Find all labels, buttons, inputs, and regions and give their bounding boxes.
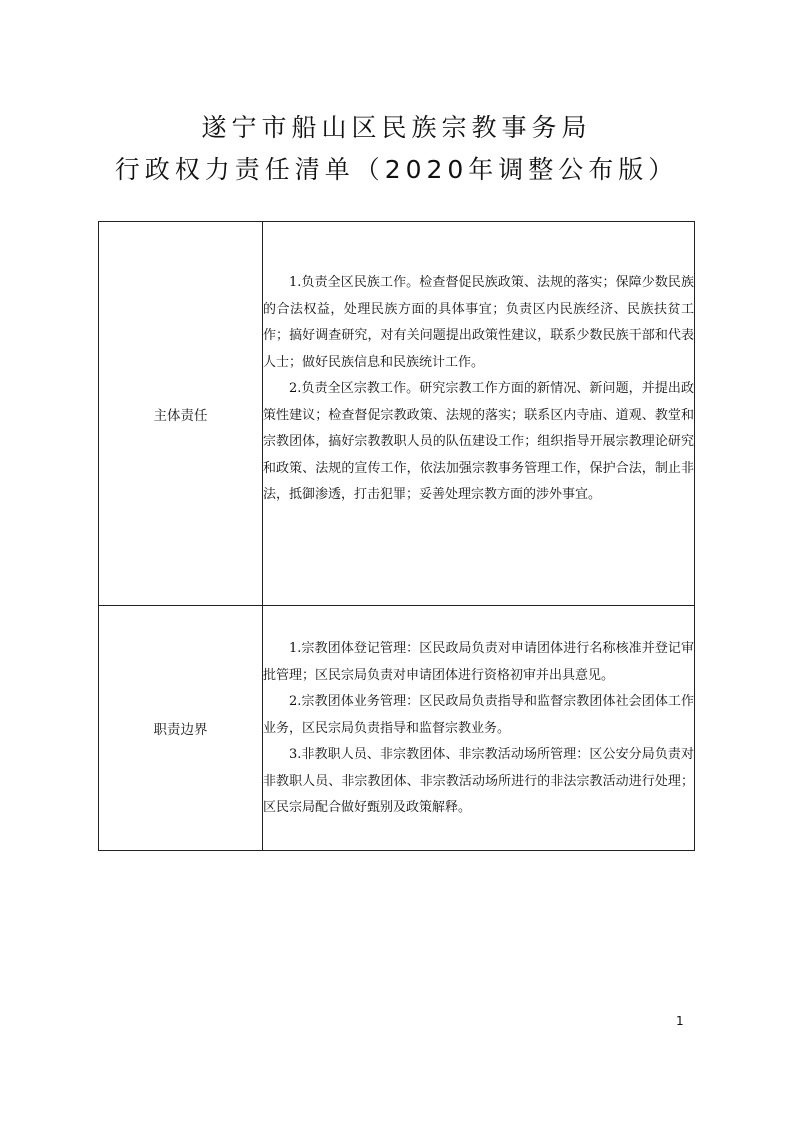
paragraph-registration-management: 1.宗教团体登记管理：区民政局负责对申请团体进行名称核准并登记审批管理；区民宗局负责对申请团体进行资格初审并出具意见。 [263,641,694,683]
page-number: 1 [676,1014,684,1028]
table-row-duty-boundary [99,606,695,851]
responsibility-table [98,221,695,851]
row-content-duty-boundary [263,606,695,851]
document-title-line2: 行政权力责任清单（2020年调整公布版） [114,155,679,184]
paragraph-religious-work: 2.负责全区宗教工作。研究宗教工作方面的新情况、新问题，并提出政策性建议；检查督促宗教政策、法规的落实；联系区内寺庙、道观、教堂和宗教团体，搞好宗教教职人员的队伍建设工作；组织指导开展宗教理论研究和政策、法规的宣传工作，依法加强宗教事务管理工作，保护合法，制止非法，抵御渗透，打击犯罪；妥善处理宗教方面的涉外事宜。 [263,381,694,502]
paragraph-business-management: 2.宗教团体业务管理：区民政局负责指导和监督宗教团体社会团体工作业务，区民宗局负责指导和监督宗教业务。 [263,694,694,736]
table-row-main-responsibility [99,222,695,606]
paragraph-non-religious-management: 3.非教职人员、非宗教团体、非宗教活动场所管理：区公安分局负责对非教职人员、非宗教团体、非宗教活动场所进行的非法宗教活动进行处理；区民宗局配合做好甄别及政策解释。 [263,747,694,815]
row-label-duty-boundary: 职责边界 [99,606,263,851]
document-title-line1: 遂宁市船山区民族宗教事务局 [201,113,592,142]
row-content-main-responsibility [263,222,695,606]
paragraph-ethnic-work: 1.负责全区民族工作。检查督促民族政策、法规的落实；保障少数民族的合法权益，处理民族方面的具体事宜；负责区内民族经济、民族扶贫工作；搞好调查研究，对有关问题提出政策性建议，联系少数民族干部和代表人士；做好民族信息和民族统计工作。 [263,275,694,370]
row-label-main-responsibility: 主体责任 [99,222,263,606]
